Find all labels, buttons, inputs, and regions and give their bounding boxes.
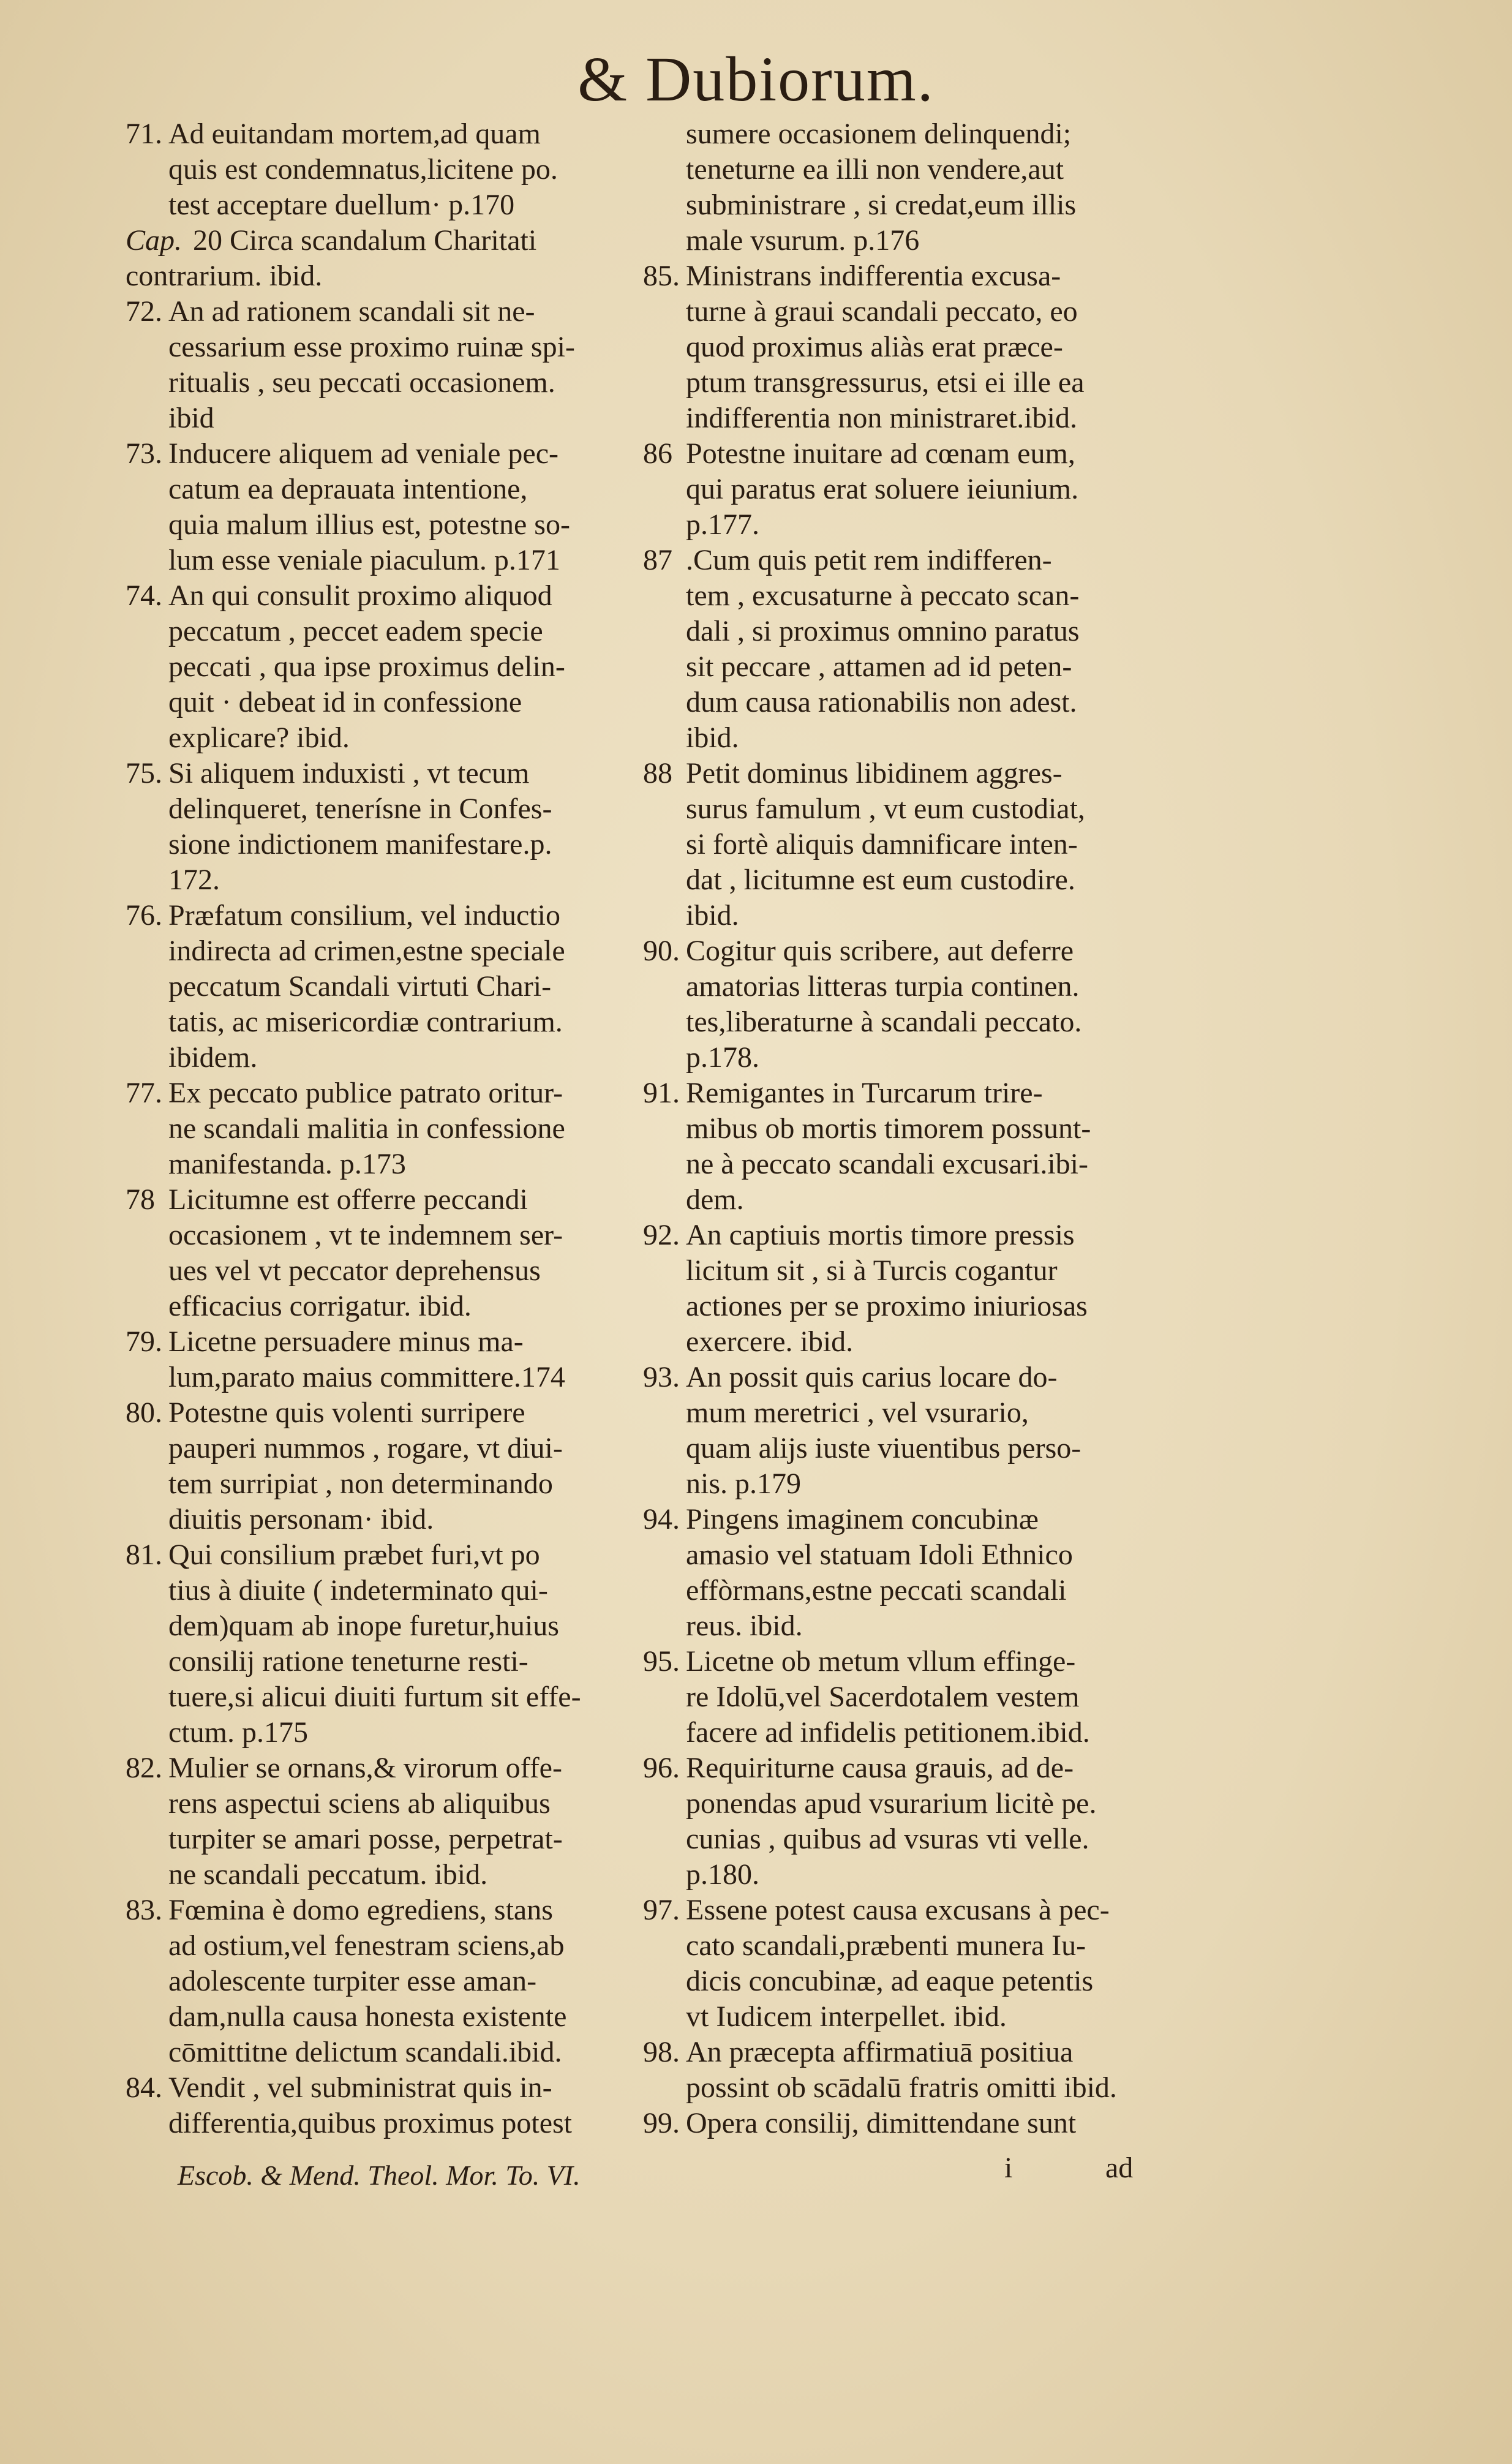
entry-text: An ad rationem scandali sit ne- cessarium esse proximo ruinæ spi- ritualis , seu peccati occasionem. ibid [168,295,575,434]
index-entry [643,1750,1145,1893]
index-entry [126,898,628,1076]
entry-number: 73. [126,437,162,470]
entry-number: 74. [126,579,162,612]
signature-mark: i [1004,2152,1013,2184]
entry-text: .Cum quis petit rem indifferen- tem , excusaturne à peccato scan- dali , si proximus omnino paratus sit peccare , attamen ad id peten- dum causa rationabilis non adest. ibid. [686,544,1080,754]
entry-number: 75. [126,757,162,789]
entry-number: 83. [126,1894,162,1926]
entry-text: Ad euitandam mortem,ad quam quis est condemnatus,licitene po. test acceptare duellum· p.170 [168,118,558,221]
entry-text: An præcepta affirmatiuā positiua possint ob scādalū fratris omitti ibid. [686,2036,1117,2104]
catchword: ad [1105,2152,1134,2184]
entry-text: sumere occasionem delinquendi; teneturne ea illi non vendere,aut subministrare , si credat,eum illis male vsurum. p.176 [686,118,1077,257]
entry-text: Essene potest causa excusans à pec- cato scandali,præbenti munera Iu- dicis concubinæ, ad eaque petentis vt Iudicem interpellet. ibid. [686,1894,1110,2033]
entry-number: 87 [643,544,672,576]
entry-text: Potestne quis volenti surripere pauperi nummos , rogare, vt diui- tem surripiat , non determinando diuitis personam· ibid. [168,1396,563,1535]
index-entry [643,756,1145,933]
footer-title: Escob. & Mend. Theol. Mor. To. VI. [178,2160,581,2191]
entry-number: 81. [126,1539,162,1571]
entry-text: Ex peccato publice patrato oritur- ne scandali malitia in confessione manifestanda. p.173 [168,1077,565,1180]
index-entry [126,1893,628,2070]
entry-number: 76. [126,899,162,932]
index-entry [126,1182,628,1324]
entry-text: Licetne ob metum vllum effinge- re Idolū,vel Sacerdotalem vestem facere ad infidelis petitionem.ibid. [686,1645,1090,1749]
index-entry [643,258,1145,436]
index-entry [643,2106,1145,2141]
index-entry [126,116,628,223]
index-entry [643,436,1145,543]
entry-text: Remigantes in Turcarum trire- mibus ob mortis timorem possunt- ne à peccato scandali excusari.ibi- dem. [686,1077,1091,1216]
entry-number: 71. [126,118,162,150]
entry-number: 85. [643,260,680,292]
entry-text: Mulier se ornans,& virorum offe- rens aspectui sciens ab aliquibus turpiter se amari posse, perpetrat- ne scandali peccatum. ibid. [168,1752,563,1891]
index-entry [126,756,628,898]
entry-number: 86 [643,437,672,470]
entry-number: 78 [126,1183,155,1216]
entry-text: Si aliquem induxisti , vt tecum delinqueret, tenerísne in Confes- sione indictionem manifestare.p. 172. [168,757,552,896]
entry-number: 82. [126,1752,162,1784]
index-entry [126,1076,628,1182]
entry-number: 96. [643,1752,680,1784]
index-entry [643,1076,1145,1218]
entry-text: Ministrans indifferentia excusa- turne à graui scandali peccato, eo quod proximus aliàs erat præce- ptum transgressurus, etsi ei ille ea indifferentia non ministraret.ibid. [686,260,1085,434]
entry-text: An possit quis carius locare do- mum meretrici , vel vsurario, quam alijs iuste viuentibus perso- nis. p.179 [686,1361,1081,1500]
entry-text: Licetne persuadere minus ma- lum,parato maius committere.174 [168,1325,565,1393]
entry-number: 93. [643,1361,680,1393]
index-entry [643,1218,1145,1360]
entry-text: Qui consilium præbet furi,vt po tius à diuite ( indeterminato qui- dem)quam ab inope furetur,huius consilij ratione teneturne resti- tuere,si alicui diuiti furtum sit effe- ctum. p.175 [168,1539,581,1749]
entry-number: 98. [643,2036,680,2068]
entry-number: 90. [643,935,680,967]
index-entry [126,1537,628,1750]
entry-number: 97. [643,1894,680,1926]
entry-text: Vendit , vel subministrat quis in- differentia,quibus proximus potest [168,2071,573,2139]
entry-number: 79. [126,1325,162,1358]
entry-text: Cogitur quis scribere, aut deferre amatorias litteras turpia continen. tes,liberaturne à scandali peccato. p.178. [686,935,1082,1074]
entry-text: Opera consilij, dimittendane sunt [686,2107,1077,2139]
left-column [126,116,628,2141]
index-entry [126,436,628,578]
entry-number: 95. [643,1645,680,1678]
index-entry [126,223,628,294]
entry-number: 84. [126,2071,162,2104]
entry-text: Petit dominus libidinem aggres- surus famulum , vt eum custodiat, si fortè aliquis damnificare inten- dat , licitumne est eum custodire. ibid. [686,757,1085,932]
running-header: & Dubiorum. [577,44,935,115]
entry-text: Licitumne est offerre peccandi occasionem , vt te indemnem ser- ues vel vt peccator deprehensus efficacius corrigatur. ibid. [168,1183,563,1322]
entry-text: An qui consulit proximo aliquod peccatum , peccet eadem specie peccati , qua ipse proximus delin- quit · debeat id in confessione explicare? ibid. [168,579,565,754]
entry-text: Requiriturne causa grauis, ad de- ponendas apud vsurarium licitè pe. cunias , quibus ad vsuras vti velle. p.180. [686,1752,1097,1891]
index-entry [643,543,1145,756]
index-entry [643,116,1145,258]
index-entry [643,1893,1145,2035]
index-entry [126,1750,628,1893]
index-entry [126,294,628,436]
right-column [643,116,1145,2141]
entry-text: Potestne inuitare ad cœnam eum, qui paratus erat soluere ieiunium. p.177. [686,437,1079,541]
index-entry [126,1324,628,1395]
index-entry [126,2070,628,2141]
index-entry [643,2035,1145,2106]
entry-number: 72. [126,295,162,328]
entry-text: Fœmina è domo egrediens, stans ad ostium,vel fenestram sciens,ab adolescente turpiter esse aman- dam,nulla causa honesta existente cōmittitne delictum scandali.ibid. [168,1894,567,2068]
entry-text: An captiuis mortis timore pressis licitum sit , si à Turcis cogantur actiones per se proximo iniuriosas exercere. ibid. [686,1219,1088,1358]
entry-text: Inducere aliquem ad veniale pec- catum ea deprauata intentione, quia malum illius est, potestne so- lum esse veniale piaculum. p.171 [168,437,570,576]
entry-number: 94. [643,1503,680,1535]
entry-number: 88 [643,757,672,789]
index-entry [643,1360,1145,1502]
entry-text: Pingens imaginem concubinæ amasio vel statuam Idoli Ethnico effòrmans,estne peccati scandali reus. ibid. [686,1503,1073,1642]
index-entry [126,578,628,756]
index-entry [643,1502,1145,1644]
index-entry [643,1644,1145,1750]
chapter-label: Cap. [126,224,182,257]
entry-number: 77. [126,1077,162,1109]
entry-number: 92. [643,1219,680,1251]
entry-number: 80. [126,1396,162,1429]
entry-text: 20 Circa scandalum Charitati contrarium. ibid. [126,224,537,292]
entry-number: 99. [643,2107,680,2139]
index-entry [643,933,1145,1076]
index-entry [126,1395,628,1537]
entry-text: Præfatum consilium, vel inductio indirecta ad crimen,estne speciale peccatum Scandali virtuti Chari- tatis, ac misericordiæ contrarium. ibidem. [168,899,565,1074]
entry-number: 91. [643,1077,680,1109]
